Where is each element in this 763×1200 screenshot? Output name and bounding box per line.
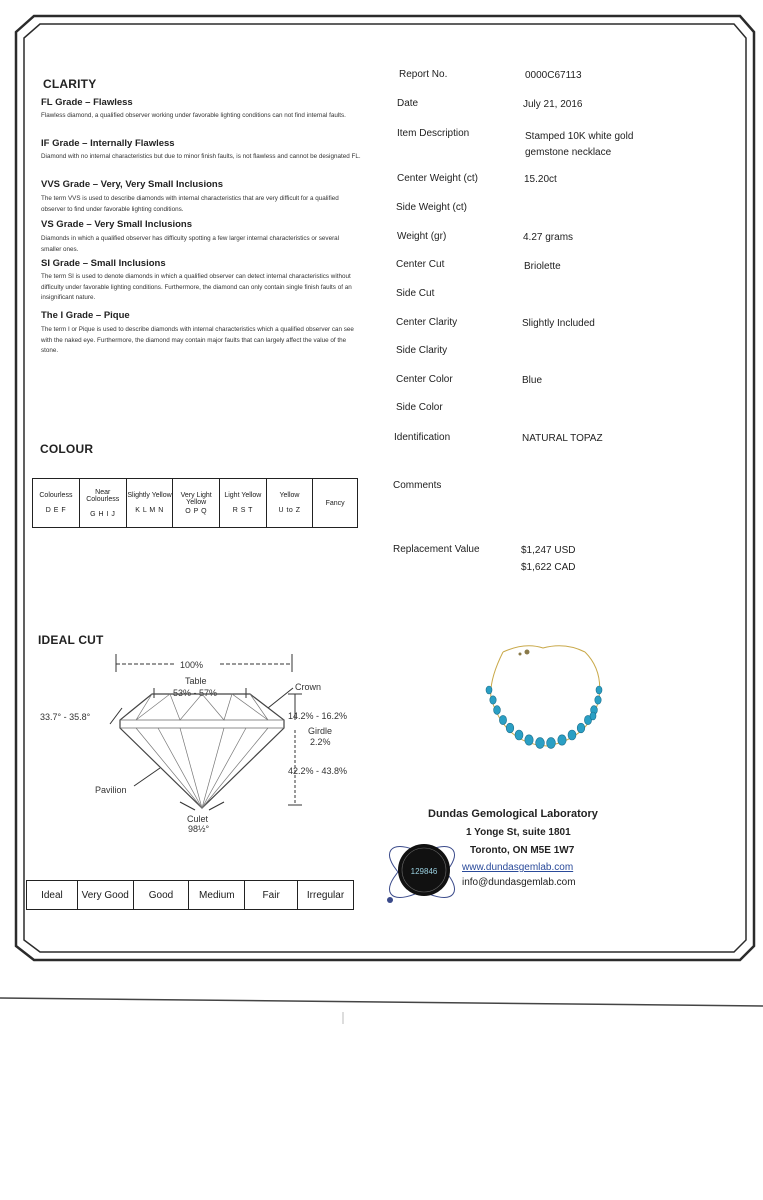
report-number-label: Report No. (399, 69, 448, 80)
lab-address2: Toronto, ON M5E 1W7 (470, 845, 575, 856)
center-color-label: Center Color (396, 374, 453, 385)
label-culet: Culet (187, 814, 209, 824)
center-clarity-label: Center Clarity (396, 317, 458, 328)
colour-title: COLOUR (40, 442, 94, 456)
center-weight-label: Center Weight (ct) (397, 173, 478, 184)
necklace-photo (465, 640, 615, 765)
label-crown-height: 14.2% - 16.2% (288, 711, 348, 721)
label-culet-angle: 98½° (188, 824, 210, 834)
colour-cell-very-light-yellow (173, 479, 220, 528)
grade-si-title: SI Grade – Small Inclusions (41, 258, 166, 269)
label-table: Table (185, 676, 207, 686)
colour-cell-name: Very Light Yellow (180, 491, 212, 506)
lab-address1: 1 Yonge St, suite 1801 (466, 827, 571, 838)
cut-grade-fair: Fair (245, 881, 298, 910)
lab-email: info@dundasgemlab.com (462, 877, 576, 888)
weight-gr-value: 4.27 grams (523, 232, 574, 243)
colour-cell-name: Slightly Yellow (127, 492, 172, 499)
cut-grade-very-good: Very Good (77, 881, 133, 910)
label-pavilion: Pavilion (95, 785, 127, 795)
label-table-range: 53% - 57% (173, 688, 218, 698)
grade-i-title: The I Grade – Pique (41, 310, 130, 321)
seal-number: 129846 (410, 867, 438, 876)
report-date-label: Date (397, 98, 419, 109)
cut-grade-ideal: Ideal (27, 881, 78, 910)
replacement-cad-value: $1,622 CAD (521, 562, 576, 573)
colour-cell-slightly-yellow (126, 479, 173, 528)
grade-if-desc: Diamond with no internal characteristics but due to minor finish faults, is not flawless and cannot be designated FL. (41, 153, 361, 160)
cut-grade-table (26, 880, 354, 910)
colour-cell-colourless (33, 479, 80, 528)
side-clarity-label: Side Clarity (396, 345, 448, 356)
label-pavilion-depth: 42.2% - 43.8% (288, 766, 348, 776)
colour-cell-light-yellow (220, 479, 267, 528)
colour-cell-name: Near Colourless (86, 488, 120, 503)
label-crown: Crown (295, 682, 322, 692)
colour-cell-letters: K L M N (135, 507, 164, 514)
grade-vs-desc: Diamonds in which a qualified observer has difficulty spotting a few larger internal characteristics or several smaller ones. (41, 235, 340, 253)
label-crown-angle: 33.7° - 35.8° (40, 712, 91, 722)
grade-fl-desc: Flawless diamond, a qualified observer working under favorable lighting conditions can not find internal faults. (41, 112, 346, 119)
cut-grade-medium: Medium (189, 881, 245, 910)
colour-cell-name: Colourless (39, 492, 73, 499)
colour-cell-name: Yellow (279, 492, 300, 499)
grade-i-desc: The term I or Pique is used to describe diamonds with internal characteristics which a qualified observer can see with the naked eye. Furthermore, the diamond may contain major faults that can largely affect the value of the stone. (41, 326, 354, 354)
lab-name: Dundas Gemological Laboratory (428, 808, 598, 820)
colour-cell-name: Fancy (325, 499, 345, 507)
replacement-value-label: Replacement Value (393, 544, 480, 555)
weight-gr-label: Weight (gr) (397, 231, 447, 242)
item-description-label: Item Description (397, 128, 470, 139)
comments-label: Comments (393, 480, 442, 491)
grade-vvs-title: VVS Grade – Very, Very Small Inclusions (41, 179, 223, 190)
center-clarity-value: Slightly Included (522, 318, 595, 329)
label-girdle-value: 2.2% (310, 737, 331, 747)
center-color-value: Blue (522, 375, 543, 386)
colour-cell-letters: U to Z (278, 507, 301, 514)
colour-cell-name: Light Yellow (224, 492, 262, 499)
colour-cell-fancy (313, 479, 358, 528)
colour-cell-letters: O P Q (185, 507, 208, 515)
clarity-title: CLARITY (43, 77, 97, 91)
identification-label: Identification (394, 432, 451, 443)
grade-vvs-desc: The term VVS is used to describe diamonds with internal characteristics that are very difficult for a qualified observer to find under favorable lighting conditions. (41, 195, 339, 213)
side-color-label: Side Color (396, 402, 443, 413)
identification-value: NATURAL TOPAZ (522, 433, 603, 444)
side-weight-label: Side Weight (ct) (396, 202, 467, 213)
lab-seal-icon (378, 816, 468, 920)
colour-cell-yellow (266, 479, 313, 528)
ideal-cut-title: IDEAL CUT (38, 633, 104, 647)
colour-cell-letters: R S T (232, 507, 253, 514)
lab-website-link[interactable]: www.dundasgemlab.com (462, 862, 574, 873)
grade-if-title: IF Grade – Internally Flawless (41, 138, 175, 149)
diamond-cut-diagram (30, 650, 370, 840)
report-date-value: July 21, 2016 (523, 99, 583, 110)
side-cut-label: Side Cut (396, 288, 435, 299)
colour-cell-near-colourless (79, 479, 126, 528)
colour-cell-letters: G H I J (90, 510, 116, 518)
center-cut-value: Briolette (524, 261, 561, 272)
grade-si-desc: The term SI is used to denote diamonds in which a qualified observer can detect internal characteristics without difficulty under favorable lighting conditions. Furthermore, the diamond can only contain single finish faults of an insignificant nature. (41, 273, 352, 301)
cut-grade-irregular: Irregular (298, 881, 354, 910)
center-weight-value: 15.20ct (524, 174, 557, 185)
center-cut-label: Center Cut (396, 259, 445, 270)
colour-grade-table (32, 478, 358, 528)
label-width: 100% (180, 660, 204, 670)
grade-vs-title: VS Grade – Very Small Inclusions (41, 219, 193, 230)
replacement-usd-value: $1,247 USD (521, 545, 576, 556)
item-description-value: Stamped 10K white gold gemstone necklace (525, 131, 634, 158)
colour-cell-letters: D E F (45, 507, 67, 514)
label-girdle: Girdle (308, 726, 333, 736)
report-number-value: 0000C67113 (525, 70, 582, 81)
cut-grade-good: Good (133, 881, 189, 910)
grade-fl-title: FL Grade – Flawless (41, 97, 133, 108)
